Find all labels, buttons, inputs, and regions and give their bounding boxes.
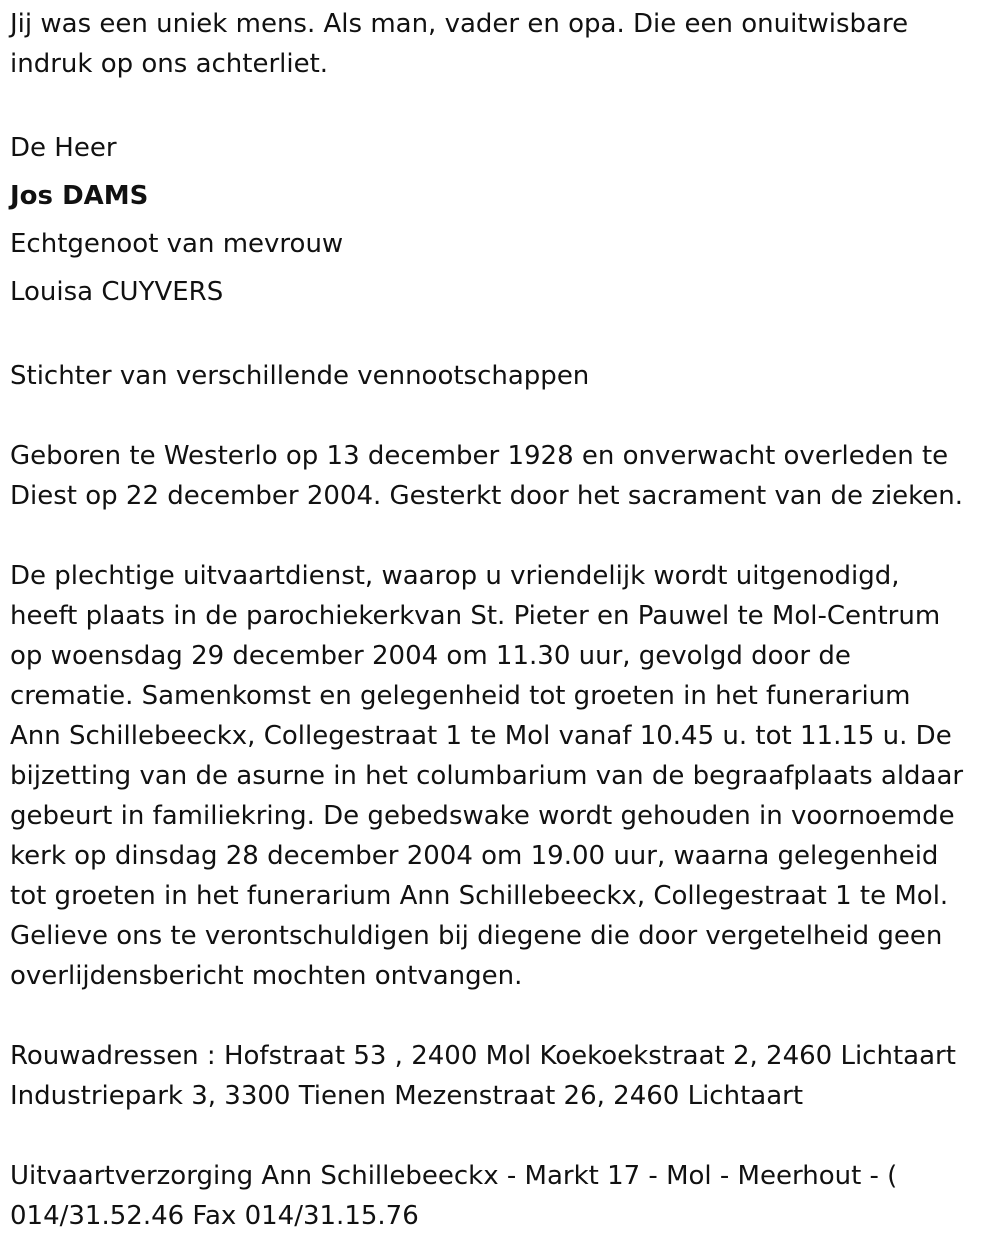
service-line: heeft plaats in de parochiekerkvan St. Pieter en Pauwel te Mol-Centrum [10,601,941,631]
honorific: De Heer [10,133,117,163]
spacer [10,396,990,436]
addresses-line-2: Industriepark 3, 3300 Tienen Mezenstraat 26, 2460 Lichtaart [10,1081,804,1111]
deceased-name: Jos DAMS [10,181,149,211]
spacer [10,1116,990,1156]
occupation-text: Stichter van verschillende vennootschappen [10,361,590,391]
service-line: op woensdag 29 december 2004 om 11.30 uur, gevolgd door de [10,641,851,671]
occupation-paragraph [10,356,990,396]
service-paragraph [10,556,990,996]
service-line: tot groeten in het funerarium Ann Schillebeeckx, Collegestraat 1 te Mol. [10,881,949,911]
spacer [10,516,990,556]
intro-line-2: indruk op ons achterliet. [10,49,329,79]
funeral-home-paragraph [10,1156,990,1236]
addresses-paragraph [10,1036,990,1116]
service-line: crematie. Samenkomst en gelegenheid tot groeten in het funerarium [10,681,911,711]
spacer [10,316,990,356]
funeral-home-line-2: 014/31.52.46 Fax 014/31.15.76 [10,1201,419,1231]
funeral-home-line-1: Uitvaartverzorging Ann Schillebeeckx - Markt 17 - Mol - Meerhout - ( [10,1161,898,1191]
intro-paragraph [10,4,990,84]
service-line: kerk op dinsdag 28 december 2004 om 19.00 uur, waarna gelegenheid [10,841,939,871]
addresses-line-1: Rouwadressen : Hofstraat 53 , 2400 Mol Koekoekstraat 2, 2460 Lichtaart [10,1041,956,1071]
intro-line-1: Jij was een uniek mens. Als man, vader en opa. Die een onuitwisbare [10,9,909,39]
spacer [10,996,990,1036]
spouse-label: Echtgenoot van mevrouw [10,229,344,259]
service-line: overlijdensbericht mochten ontvangen. [10,961,523,991]
service-line: Ann Schillebeeckx, Collegestraat 1 te Mol vanaf 10.45 u. tot 11.15 u. De [10,721,952,751]
service-line: Gelieve ons te verontschuldigen bij diegene die door vergetelheid geen [10,921,943,951]
birth-death-line-2: Diest op 22 december 2004. Gesterkt door het sacrament van de zieken. [10,481,964,511]
spouse-name: Louisa CUYVERS [10,277,224,307]
service-line: De plechtige uitvaartdienst, waarop u vriendelijk wordt uitgenodigd, [10,561,900,591]
birth-death-line-1: Geboren te Westerlo op 13 december 1928 en onverwacht overleden te [10,441,949,471]
birth-death-paragraph [10,436,990,516]
service-line: gebeurt in familiekring. De gebedswake wordt gehouden in voornoemde [10,801,955,831]
spacer [10,84,990,124]
deceased-block [10,124,990,316]
service-line: bijzetting van de asurne in het columbarium van de begraafplaats aldaar [10,761,964,791]
